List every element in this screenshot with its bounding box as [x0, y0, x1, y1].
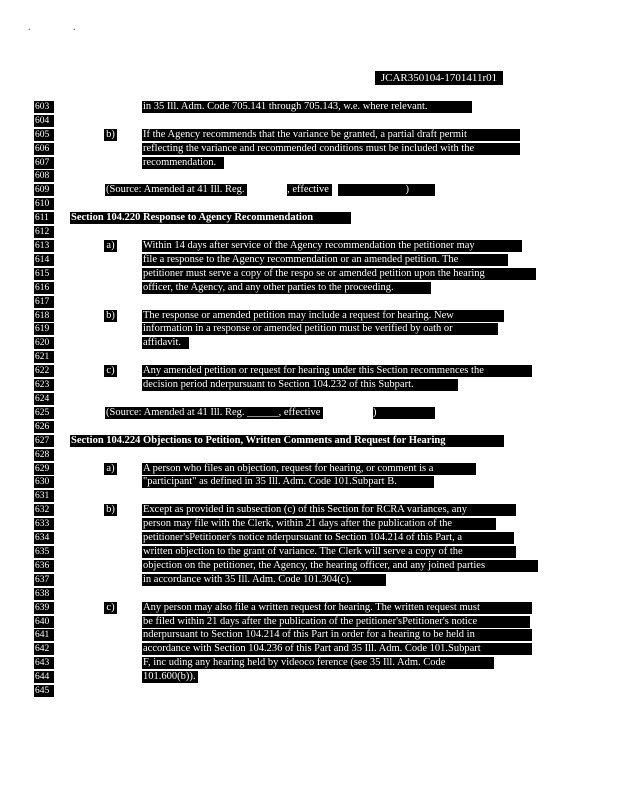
body-line: decision period nderpursuant to Section 104.232 of this Subpart.: [142, 379, 458, 391]
body-line: recommendation.: [142, 157, 224, 169]
line-number: 634: [34, 532, 54, 544]
body-line: petitioner'sPetitioner's notice nderpursuant to Section 104.214 of this Part, a: [142, 532, 514, 544]
body-line: If the Agency recommends that the variance be granted, a partial draft permit: [142, 129, 520, 141]
body-line: petitioner must serve a copy of the respo se or amended petition upon the hearing: [142, 268, 536, 280]
body-line: information in a response or amended petition must be verified by oath or: [142, 323, 498, 335]
line-number: 615: [34, 268, 54, 280]
line-number: 609: [34, 184, 54, 196]
body-line: A person who files an objection, request for hearing, or comment is a: [142, 463, 476, 475]
body-line: Within 14 days after service of the Agency recommendation the petitioner may: [142, 240, 522, 252]
source-note-close: ): [373, 407, 377, 418]
blank-effective-date: [323, 407, 373, 419]
blank-effective-date: [338, 184, 406, 196]
body-line: F, inc uding any hearing held by videoco ference (see 35 Ill. Adm. Code: [142, 657, 494, 669]
item-label: b): [104, 310, 117, 322]
line-number: 633: [34, 518, 54, 530]
body-line: written objection to the grant of variance. The Clerk will serve a copy of the: [142, 546, 516, 558]
body-line: be filed within 21 days after the publication of the petitioner'sPetitioner's notice: [142, 616, 530, 628]
line-number: 622: [34, 365, 54, 377]
body-line: file a response to the Agency recommendation or an amended petition. The: [142, 254, 508, 266]
document-id: JCAR350104-1701411r01: [375, 71, 503, 85]
line-number: 641: [34, 629, 54, 641]
source-note-prefix: (Source: Amended at 41 Ill. Reg.: [106, 407, 248, 418]
body-line: affidavit.: [142, 337, 189, 349]
body-line: Except as provided in subsection (c) of this Section for RCRA variances, any: [142, 504, 516, 516]
item-label: c): [104, 365, 117, 377]
body-line: Any amended petition or request for hearing under this Section recommences the: [142, 365, 532, 377]
item-label: a): [104, 463, 117, 475]
line-number: 608: [34, 170, 54, 182]
item-label: c): [104, 602, 117, 614]
line-number: 638: [34, 588, 54, 600]
line-number: 618: [34, 310, 54, 322]
line-number: 617: [34, 296, 54, 308]
blank-register-number: [247, 184, 287, 196]
line-number: 645: [34, 685, 54, 697]
line-number: 605: [34, 129, 54, 141]
scan-marks: . .: [28, 22, 96, 33]
line-number: 637: [34, 574, 54, 586]
body-line: reflecting the variance and recommended conditions must be included with the: [142, 143, 520, 155]
line-number: 614: [34, 254, 54, 266]
line-number: 642: [34, 643, 54, 655]
body-line: nderpursuant to Section 104.214 of this Part in order for a hearing to be held in: [142, 629, 532, 641]
body-line: accordance with Section 104.236 of this Part and 35 Ill. Adm. Code 101.Subpart: [142, 643, 532, 655]
line-number: 636: [34, 560, 54, 572]
line-number: 625: [34, 407, 54, 419]
item-label: b): [104, 129, 117, 141]
line-number: 635: [34, 546, 54, 558]
line-number: 603: [34, 101, 54, 113]
line-number: 606: [34, 143, 54, 155]
line-number: 616: [34, 282, 54, 294]
line-number: 607: [34, 157, 54, 169]
line-number: 610: [34, 198, 54, 210]
item-label: a): [104, 240, 117, 252]
body-line: officer, the Agency, and any other parties to the proceeding.: [142, 282, 431, 294]
line-number: 604: [34, 115, 54, 127]
body-line: objection on the petitioner, the Agency, the hearing officer, and any joined parties: [142, 560, 538, 572]
section-heading: Section 104.224 Objections to Petition, Written Comments and Request for Hearing: [70, 435, 504, 447]
line-number: 639: [34, 602, 54, 614]
line-number: 643: [34, 657, 54, 669]
body-line: The response or amended petition may include a request for hearing. New: [142, 310, 504, 322]
body-line: 101.600(b)).: [142, 671, 198, 683]
line-number: 627: [34, 435, 54, 447]
line-number: 619: [34, 323, 54, 335]
body-line: "participant" as defined in 35 Ill. Adm. Code 101.Subpart B.: [142, 476, 434, 488]
source-note-effective: , effective: [287, 184, 332, 195]
line-number: 632: [34, 504, 54, 516]
line-number: 629: [34, 463, 54, 475]
source-note-prefix: (Source: Amended at 41 Ill. Reg.: [106, 184, 248, 195]
body-line: Any person may also file a written request for hearing. The written request must: [142, 602, 532, 614]
line-number: 624: [34, 393, 54, 405]
source-note-effective: ______, effective: [247, 407, 324, 418]
line-number: 640: [34, 616, 54, 628]
line-number: 623: [34, 379, 54, 391]
line-number: 612: [34, 226, 54, 238]
line-number: 626: [34, 421, 54, 433]
item-label: b): [104, 504, 117, 516]
source-note-close: ): [405, 184, 410, 195]
line-number: 621: [34, 351, 54, 363]
line-number: 613: [34, 240, 54, 252]
line-number: 628: [34, 449, 54, 461]
line-number: 620: [34, 337, 54, 349]
line-number: 631: [34, 490, 54, 502]
source-note: [105, 184, 435, 196]
body-line: in accordance with 35 Ill. Adm. Code 101.304(c).: [142, 574, 386, 586]
section-heading: Section 104.220 Response to Agency Recommendation: [70, 212, 351, 224]
body-line: in 35 Ill. Adm. Code 705.141 through 705.143, w.e. where relevant.: [142, 101, 472, 113]
line-number: 644: [34, 671, 54, 683]
body-line: person may file with the Clerk, within 21 days after the publication of the: [142, 518, 496, 530]
source-note: [105, 407, 435, 419]
line-number: 611: [34, 212, 54, 224]
line-number: 630: [34, 476, 54, 488]
